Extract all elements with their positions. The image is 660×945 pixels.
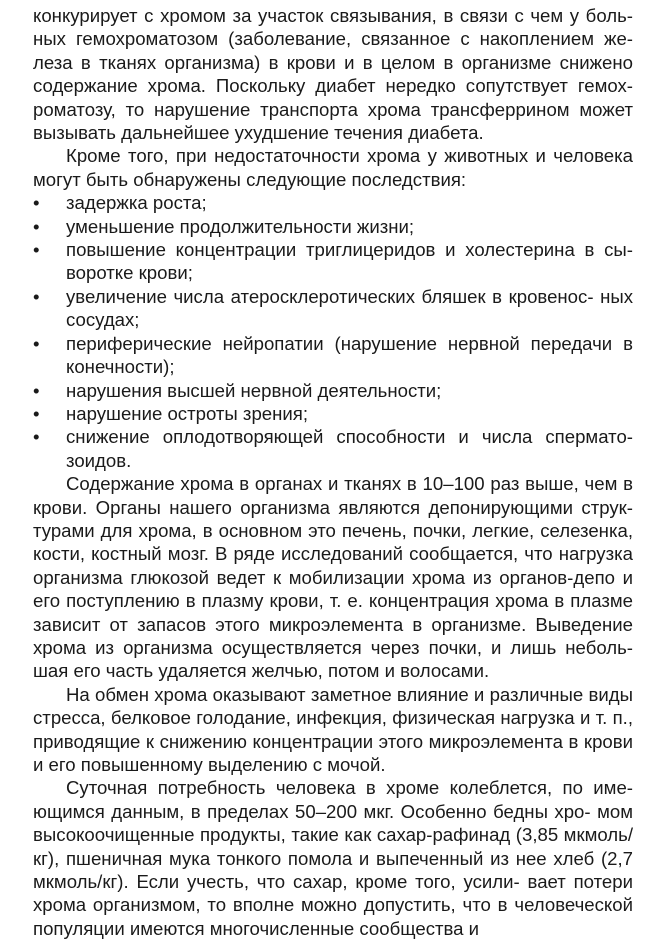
text-line: ных гемохроматозом (заболевание, связанное с накоплением же-	[33, 28, 633, 50]
text-line: кости, костный мозг. В ряде исследований сообщается, что нагрузка	[33, 543, 633, 565]
list-item	[33, 238, 633, 285]
text-line: конкурирует с хромом за участок связывания, в связи с чем у боль-	[33, 5, 633, 26]
text-line: в крови и его повышенному выделению с мочой.	[33, 730, 634, 775]
text-line: т. п., приводящие к снижению концентрации этого микроэлемента	[33, 707, 634, 752]
bullet-icon: •	[33, 285, 40, 307]
text-line: крови. Органы нашего организма являются депонирующими струк-	[33, 496, 633, 518]
text-line: ющимся данным, в пределах 50–200 мкг. Особенно бедны хро-	[33, 800, 591, 822]
bullet-icon: •	[33, 402, 40, 424]
list-item-text: уменьшение продолжительности жизни;	[66, 215, 415, 237]
list-item-text: ных сосудах;	[66, 285, 633, 331]
text-line: стресса, белковое голодание, инфекция, физическая нагрузка и	[33, 707, 591, 729]
bullet-icon: •	[33, 332, 40, 354]
list-item-text: снижение оплодотворяющей способности и числа спермато-	[66, 426, 633, 448]
list-item	[33, 191, 633, 214]
text-line: нее хлеб (2,7 мкмоль/кг). Если учесть, что сахар, кроме того, усили-	[33, 847, 634, 893]
text-line: мом высокоочищенные продукты, такие как сахар-рафинад	[33, 800, 633, 846]
paragraph-deficiency-intro	[33, 144, 633, 191]
bullet-icon: •	[33, 192, 40, 214]
list-item-text: зоидов.	[66, 449, 132, 471]
paragraph-hemochromatosis	[33, 4, 633, 144]
text-line: Суточная потребность человека в хроме колеблется, по име-	[66, 777, 633, 799]
bullet-icon: •	[33, 239, 40, 261]
list-item	[33, 379, 633, 402]
list-item	[33, 332, 633, 379]
text-line: могут быть обнаружены следующие последствия:	[33, 168, 467, 190]
list-item-text: задержка роста;	[66, 192, 207, 214]
paragraph-metabolism-factors	[33, 683, 633, 777]
bullet-icon: •	[33, 426, 40, 448]
text-line: На обмен хрома оказывают заметное влияние и различные виды	[66, 683, 633, 705]
list-item-text: воротке крови;	[66, 262, 193, 284]
text-line: его поступлению в плазму крови, т. е. концентрация хрома в плазме	[33, 590, 633, 612]
text-line: Кроме того, при недостаточности хрома у животных и человека	[66, 145, 633, 167]
paragraph-organ-content	[33, 472, 633, 683]
list-item-text: нарушения высшей нервной деятельности;	[66, 379, 442, 401]
text-line: роматозу, то нарушение транспорта хрома трансферрином может	[33, 98, 633, 120]
list-item-text: увеличение числа атеросклеротических бляшек в кровенос-	[66, 285, 594, 307]
text-line: Содержание хрома в органах и тканях в 10–100 раз выше, чем в	[66, 473, 633, 495]
text-line: шая его часть удаляется желчью, потом и волосами.	[33, 660, 490, 682]
bullet-icon: •	[33, 379, 40, 401]
list-item	[33, 285, 633, 332]
list-item	[33, 402, 633, 425]
paragraph-daily-requirement	[33, 776, 633, 940]
text-line: хрома из организма осуществляется через почки, и лишь неболь-	[33, 636, 633, 658]
document-page	[33, 4, 633, 940]
text-line: (3,85 мкмоль/ кг), пшеничная мука тонкого помола и выпеченный из	[33, 824, 633, 869]
list-item-text: периферические нейропатии (нарушение нервной передачи в	[66, 332, 633, 354]
text-line: организма глюкозой ведет к мобилизации хрома из органов-депо и	[33, 566, 633, 588]
text-line: вает потери хрома организмом, то вполне можно допустить, что в	[33, 871, 633, 916]
bullet-icon: •	[33, 215, 40, 237]
list-item	[33, 215, 633, 238]
list-item-text: повышение концентрации триглицеридов и холестерина в сы-	[66, 239, 633, 261]
list-item	[33, 425, 633, 472]
text-line: человеческой популяции имеются многочисленные сообщества и	[33, 894, 633, 939]
text-line: вызывать дальнейшее ухудшение течения диабета.	[33, 122, 484, 144]
text-line: турами для хрома, в основном это печень, почки, легкие, селезенка,	[33, 519, 633, 541]
list-item-text: нарушение остроты зрения;	[66, 402, 309, 424]
list-item-text: конечности);	[66, 356, 175, 378]
text-line: леза в тканях организма) в крови и в целом в организме снижено	[33, 51, 633, 73]
text-line: зависит от запасов этого микроэлемента в организме. Выведение	[33, 613, 633, 635]
consequences-list	[33, 191, 633, 472]
text-line: содержание хрома. Поскольку диабет нередко сопутствует гемох-	[33, 75, 633, 97]
